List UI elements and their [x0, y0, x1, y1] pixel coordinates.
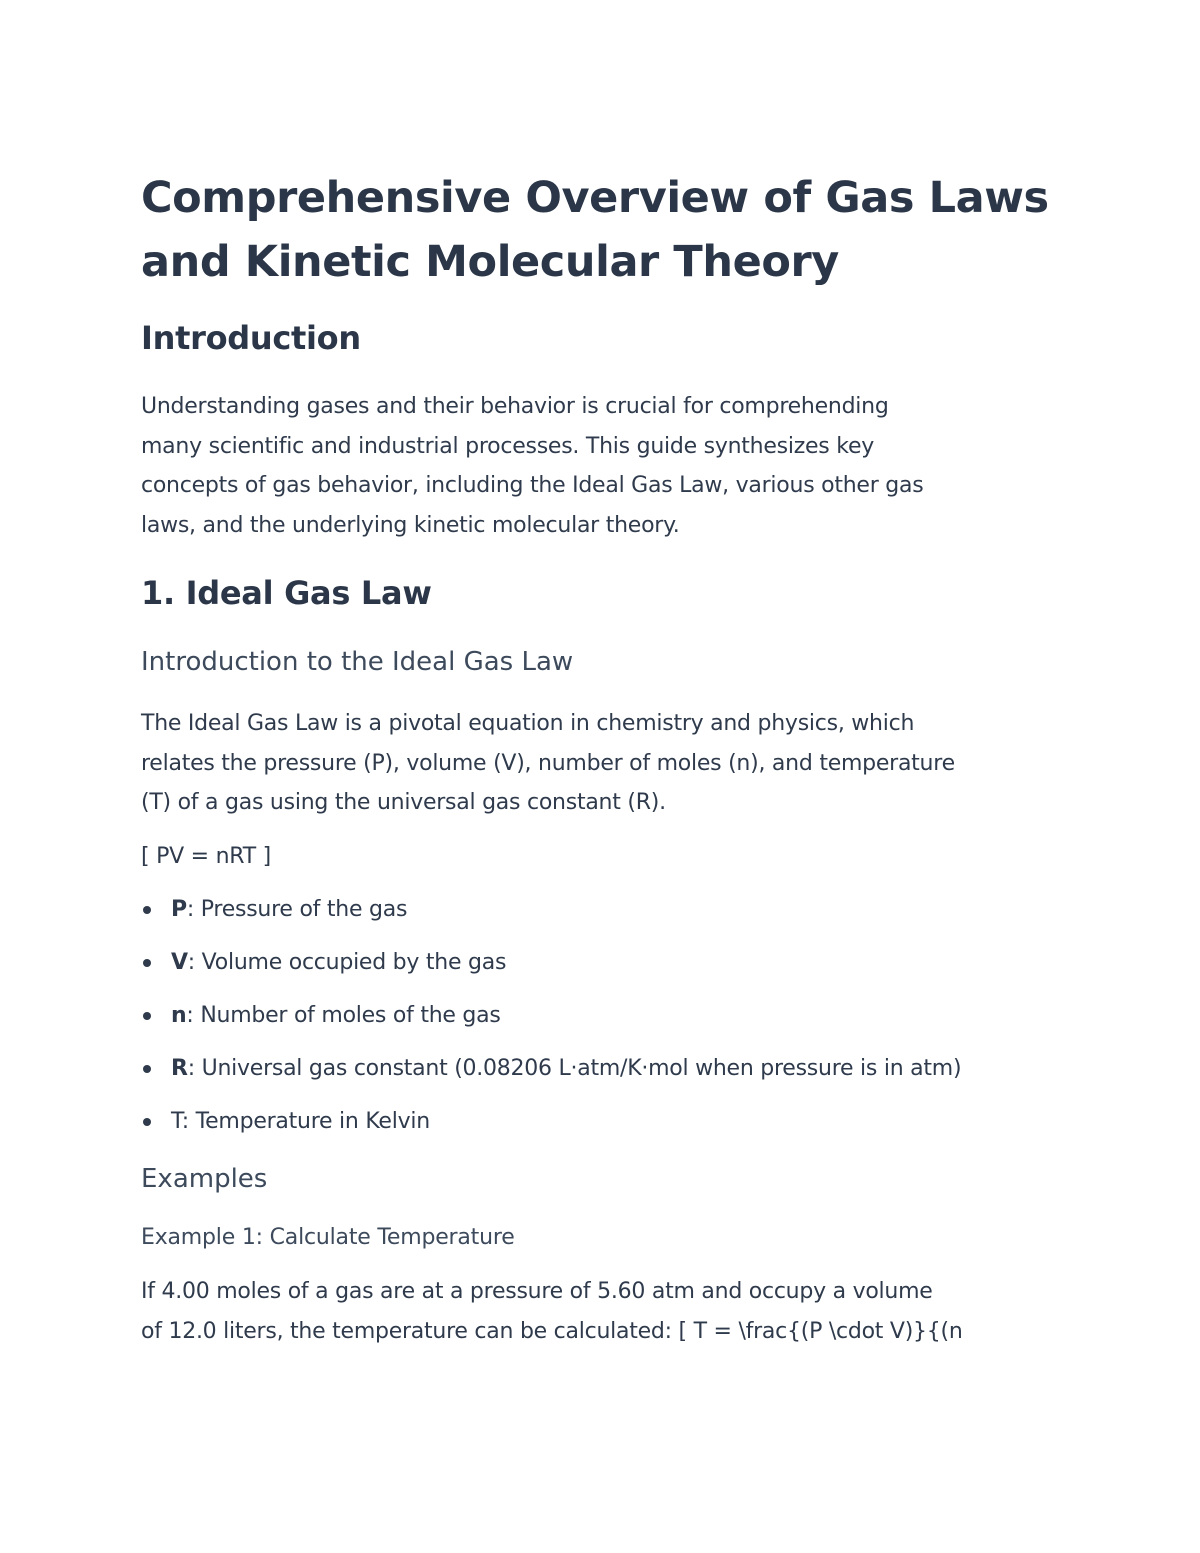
paragraph-line: Understanding gases and their behavior is crucial for comprehending: [141, 394, 889, 419]
paragraph-line: The Ideal Gas Law is a pivotal equation in chemistry and physics, which: [141, 711, 915, 736]
paragraph-line: relates the pressure (P), volume (V), number of moles (n), and temperature: [141, 750, 955, 776]
variable-description: : Pressure of the gas: [186, 897, 408, 922]
introduction-heading: Introduction: [141, 319, 361, 357]
ideal-gas-equation: [141, 837, 271, 877]
bullet-dot-icon: [143, 906, 151, 914]
variable-term: T: [171, 1109, 182, 1134]
introduction-paragraph: [141, 387, 923, 545]
list-item-content: [171, 1102, 430, 1141]
variable-description: : Universal gas constant (0.08206 L·atm/K·mol when pressure is in atm): [187, 1056, 962, 1081]
document-title-line: and Kinetic Molecular Theory: [141, 237, 839, 287]
bullet-dot-icon: [143, 1118, 151, 1126]
example-1-paragraph: [141, 1272, 963, 1351]
variable-term: P: [171, 897, 187, 922]
variable-description: : Temperature in Kelvin: [181, 1109, 430, 1134]
ideal-gas-law-intro-subheading: Introduction to the Ideal Gas Law: [141, 647, 574, 677]
paragraph-line: laws, and the underlying kinetic molecular theory.: [141, 512, 680, 538]
list-item-content: [171, 943, 506, 982]
bullet-dot-icon: [143, 1012, 151, 1020]
variable-description: : Volume occupied by the gas: [187, 950, 507, 975]
variable-description: : Number of moles of the gas: [186, 1003, 501, 1028]
document-title: [141, 166, 1049, 294]
list-item-content: [171, 890, 407, 929]
paragraph-line: (T) of a gas using the universal gas constant (R).: [141, 790, 666, 815]
list-item-content: [171, 1049, 961, 1088]
examples-heading: Examples: [141, 1164, 268, 1194]
variable-term: n: [171, 1003, 187, 1028]
bullet-dot-icon: [143, 959, 151, 967]
document-title-line: Comprehensive Overview of Gas Laws: [141, 173, 1049, 223]
ideal-gas-law-paragraph: [141, 704, 955, 823]
section-ideal-gas-law-heading: 1. Ideal Gas Law: [141, 574, 432, 612]
variable-term: V: [171, 950, 188, 975]
list-item-content: [171, 996, 501, 1035]
paragraph-line: of 12.0 liters, the temperature can be calculated: [ T = \frac{(P \cdot V)}{(n: [141, 1318, 963, 1344]
bullet-dot-icon: [143, 1065, 151, 1073]
variable-term: R: [171, 1056, 188, 1081]
example-1-heading: Example 1: Calculate Temperature: [141, 1225, 515, 1250]
paragraph-line: If 4.00 moles of a gas are at a pressure of 5.60 atm and occupy a volume: [141, 1279, 933, 1304]
equation-text: [ PV = nRT ]: [141, 844, 271, 869]
paragraph-line: many scientific and industrial processes. This guide synthesizes key: [141, 433, 875, 459]
paragraph-line: concepts of gas behavior, including the Ideal Gas Law, various other gas: [141, 473, 924, 498]
